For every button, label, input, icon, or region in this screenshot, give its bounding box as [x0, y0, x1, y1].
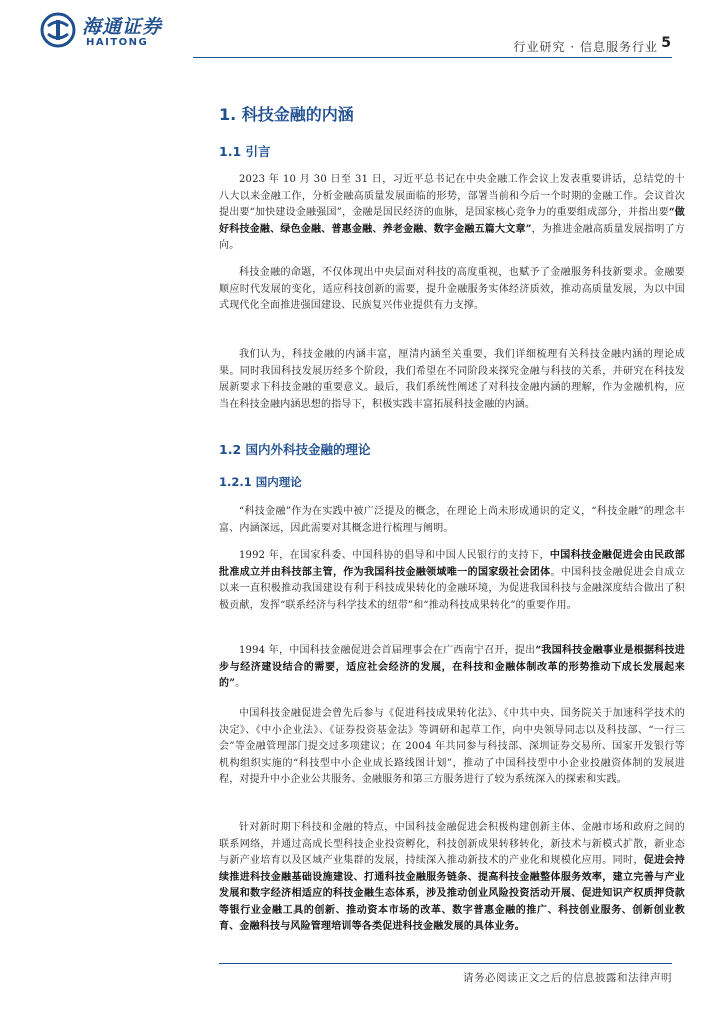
text-run: 1994 年，中国科技金融促进会首届理事会在广西南宁召开，提出 — [239, 645, 536, 656]
report-category: 行业研究 · 信息服务行业 — [513, 40, 658, 54]
paragraph: “科技金融”作为在实践中被广泛提及的概念，在理论上尚未形成通识的定义，“科技金融”的理念丰富、内涵深远，因此需要对其概念进行梳理与阐明。 — [219, 506, 685, 534]
paragraph — [219, 172, 685, 255]
section-1-2-title: 1.2 国内外科技金融的理论 — [219, 442, 371, 457]
footer-disclaimer: 请务必阅读正文之后的信息披露和法律声明 — [463, 972, 672, 984]
paragraph — [219, 820, 685, 936]
header-divider — [193, 57, 672, 58]
paragraph: 我们认为，科技金融的内涵丰富，厘清内涵至关重要，我们详细梳理有关科技金融内涵的理论成果。同时我国科技发展历经多个阶段，我们希望在不同阶段来探究金融与科技的关系，并研究在科技发展新要求下科技金融的重要意义。最后，我们系统性阐述了对科技金融内涵的理解，作为金融机构，应当在科技金融内涵思想的指导下，积极实践丰富拓展科技金融的内涵。 — [219, 349, 685, 410]
section-1-title: 1. 科技金融的内涵 — [219, 105, 354, 124]
text-run: 。中国科技金融促进会自成立以来一直积极推动我国建设有利于科技成果转化的金融环境，为促进我国科技与金融深度结合做出了积极贡献，发挥“联系经济与科学技术的纽带”和“推动科技成果转化”的重要作用。 — [219, 566, 685, 611]
text-run: 1992 年，在国家科委、中国科协的倡导和中国人民银行的支持下， — [239, 550, 550, 561]
text-run: ，为推进金融高质量发展指明了方向。 — [219, 223, 686, 251]
text-run: 2023 年 10 月 30 日至 31 日，习近平总书记在中央金融工作会议上发表重要讲话，总结党的十八大以来金融工作，分析金融高质量发展面临的形势，部署当前和今后一个时期的金融工作。会议首次提出要“加快建设金融强国”，金融是国民经济的血脉，是国家核心竞争力的重要组成部分，并指出要 — [219, 174, 685, 218]
page-number: 5 — [661, 35, 671, 51]
paragraph: 科技金融的命题，不仅体现出中央层面对科技的高度重视，也赋予了金融服务科技新要求。金融要顺应时代发展的变化，适应科技创新的需要，提升金融服务实体经济质效，推动高质量发展，为以中国式现代化全面推进强国建设、民族复兴伟业提供有力支撑。 — [219, 267, 685, 311]
paragraph — [219, 548, 685, 614]
section-1-2-1-title: 1.2.1 国内理论 — [219, 475, 302, 489]
text-run: 针对新时期下科技和金融的特点，中国科技金融促进会积极构建创新主体、金融市场和政府之间的联系网络，并通过高成长型科技企业投资孵化，科技创新成果转移转化，新技术与新模式扩散，新业态与新产业培育以及区域产业集群的发展，持续深入推动新技术的产业化和规模化应用。同时， — [219, 822, 685, 866]
bold-text: “我国科技金融事业是根据科技进步与经济建设结合的需要，适应社会经济的发展，在科技和金融体制改革的形势推动下成长发展起来的” — [219, 645, 685, 689]
haitong-logo — [40, 12, 180, 52]
paragraph: 中国科技金融促进会曾先后参与《促进科技成果转化法》、《中共中央、国务院关于加速科学技术的决定》、《中小企业法》、《证券投资基金法》等调研和起草工作，向中央领导同志以及科技部、“一行三会”等金融管理部门提交过多项建议；在 2004 年共同参与科技部、深圳证券交易所、国家开发银行等机构组织实施的“科技型中小企业成长路线图计划”，推动了中国科技型中小企业投融资体制的发展进程，对提升中小企业公共服务、金融服务和第三方服务进行了较为系统深入的探索和实践。 — [219, 708, 685, 785]
footer-divider — [219, 963, 672, 964]
paragraph — [219, 643, 685, 693]
section-1-1-title: 1.1 引言 — [219, 144, 271, 159]
text-run: 。 — [235, 678, 246, 689]
haitong-logo-icon — [40, 12, 76, 48]
page-header — [0, 0, 724, 72]
logo-english-name: HAITONG — [86, 37, 149, 48]
bold-text: 中国科技金融促进会由民政部批准成立并由科技部主管，作为我国科技金融领域唯一的国家级社会团体 — [219, 550, 685, 578]
logo-chinese-name: 海通证券 — [82, 16, 163, 38]
bold-text: “做好科技金融、绿色金融、普惠金融、养老金融、数字金融五篇大文章” — [219, 207, 685, 235]
bold-text: 促进会持续推进科技金融基础设施建设、打通科技金融服务链条、提高科技金融整体服务效率，建立完善与产业发展和数字经济相适应的科技金融生态体系，涉及推动创业风险投资活动开展、促进知识产权质押贷款等银行业金融工具的创新、推动资本市场的改革、数字普惠金融的推广、科技创业服务、创新创业教育、金融科技与风险管理培训等各类促进科技金融发展的具体业务。 — [219, 855, 685, 932]
